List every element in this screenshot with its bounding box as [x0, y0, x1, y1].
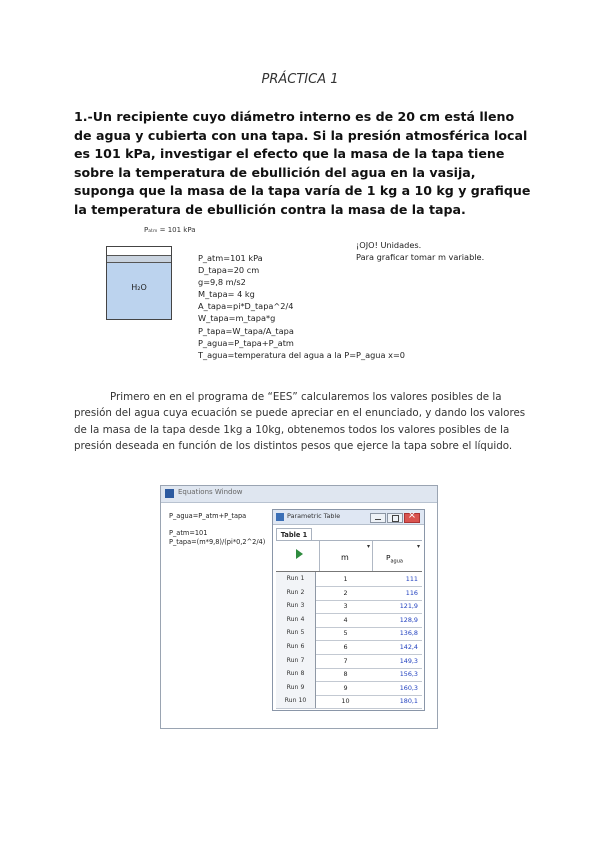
atmospheric-pressure-label: Pₐₜₘ = 101 kPa	[144, 226, 196, 234]
vessel-water	[107, 263, 171, 319]
equation-line: P_agua=P_tapa+P_atm	[198, 337, 294, 348]
column-p-label: $P_{agua}$	[386, 553, 403, 565]
p-agua-value[interactable]: 116	[405, 588, 418, 597]
m-value[interactable]: 8	[343, 670, 348, 679]
equation-line: g=9,8 m/s2	[198, 277, 246, 288]
p-agua-value[interactable]: 128,9	[399, 615, 418, 624]
equations-code[interactable]: P_agua=P_atm+P_tapa P_atm=101 P_tapa=(m*9,8)/(pi*0,2^2/4)	[169, 512, 266, 546]
run-label: Run 3	[276, 599, 316, 613]
column-m-label: m	[341, 553, 349, 562]
m-value[interactable]: 10	[341, 697, 350, 706]
app-icon	[165, 489, 174, 498]
p-agua-value[interactable]: 180,1	[399, 697, 418, 706]
run-label: Run 8	[276, 667, 316, 681]
water-label: H₂O	[131, 283, 147, 292]
equation-list	[198, 252, 405, 361]
column-header-m[interactable]	[319, 541, 373, 571]
run-label: Run 10	[276, 694, 316, 708]
p-agua-value[interactable]: 149,3	[399, 656, 418, 665]
equation-line: D_tapa=20 cm	[198, 265, 260, 276]
equation-line: P_atm=101 kPa	[198, 253, 263, 263]
p-agua-value[interactable]: 142,4	[399, 643, 418, 651]
table-header	[276, 541, 422, 572]
minimize-button[interactable]	[370, 513, 386, 523]
equation-line: W_tapa=m_tapa*g	[198, 313, 276, 324]
run-label: Run 7	[276, 654, 316, 668]
run-header	[276, 541, 320, 571]
m-value[interactable]: 3	[343, 602, 348, 611]
vessel-diagram	[100, 226, 540, 376]
vessel-figure	[106, 246, 172, 320]
m-value[interactable]: 4	[343, 615, 348, 624]
column-menu-icon[interactable]: ▾	[416, 543, 420, 550]
p-agua-value[interactable]: 160,3	[399, 683, 418, 692]
problem-statement: 1.-Un recipiente cuyo diámetro interno es de 20 cm está lleno de agua y cubierta con una tapa. Si la presión atmosférica local es 101 kPa, investigar el efecto que la masa de la tapa tiene sobre la temperatura de ebullición del agua en la vasija, suponga que la masa de la tapa varía de 1 kg a 10 kg y grafique la temperatura de ebullición contra la masa de la tapa.	[74, 109, 531, 217]
run-label: Run 2	[276, 586, 316, 600]
note-line: Para graficar tomar m variable.	[356, 251, 485, 262]
parametric-table-window[interactable]	[272, 509, 425, 711]
equations-window-titlebar[interactable]	[161, 486, 437, 503]
m-value[interactable]: 1	[343, 575, 348, 583]
vessel-lid	[107, 255, 171, 263]
p-agua-value[interactable]: 136,8	[399, 629, 418, 638]
p-agua-value[interactable]: 111	[405, 575, 418, 583]
page-title: PRÁCTICA 1	[261, 72, 339, 87]
column-header-p-agua[interactable]	[372, 541, 422, 571]
p-agua-value[interactable]: 121,9	[399, 602, 418, 611]
m-value[interactable]: 6	[343, 643, 348, 651]
column-menu-icon[interactable]: ▾	[366, 543, 370, 550]
equation-line: M_tapa= 4 kg	[198, 289, 255, 300]
run-label: Run 9	[276, 681, 316, 695]
parametric-grid	[276, 540, 422, 709]
equations-window-title: Equations Window	[178, 488, 243, 496]
m-value[interactable]: 5	[343, 629, 348, 638]
m-value[interactable]: 9	[343, 683, 348, 692]
units-note	[356, 240, 484, 263]
table-icon	[276, 513, 284, 521]
parametric-table-title: Parametric Table	[287, 512, 341, 520]
m-value[interactable]: 2	[343, 588, 348, 597]
body-paragraph: Primero en en el programa de “EES” calcularemos los valores posibles de la presión del agua cuya ecuación se puede apreciar en el enunciado, y dando los valores de la masa de la tapa desde 1kg a 10kg, obtenemos todos los valores posibles de la presión deseada en función de los distintos pesos que ejerce la tapa sobre el líquido.	[74, 391, 526, 452]
run-label: Run 4	[276, 613, 316, 627]
run-label: Run 1	[276, 572, 316, 586]
run-label: Run 6	[276, 640, 316, 654]
tab-table-1[interactable]: Table 1	[276, 528, 312, 541]
parametric-table-titlebar[interactable]	[273, 510, 424, 525]
run-play-icon[interactable]	[296, 549, 303, 559]
note-line: ¡OJO! Unidades.	[356, 240, 422, 250]
equation-line: T_agua=temperatura del agua a la P=P_agua x=0	[198, 349, 406, 360]
run-label: Run 5	[276, 626, 316, 640]
close-button[interactable]	[404, 513, 420, 523]
equation-line: P_tapa=W_tapa/A_tapa	[198, 325, 294, 336]
maximize-button[interactable]	[387, 513, 403, 523]
equation-line: A_tapa=pi*D_tapa^2/4	[198, 301, 294, 312]
m-value[interactable]: 7	[343, 656, 348, 665]
p-agua-value[interactable]: 156,3	[399, 670, 418, 679]
table-row[interactable]	[276, 694, 422, 709]
